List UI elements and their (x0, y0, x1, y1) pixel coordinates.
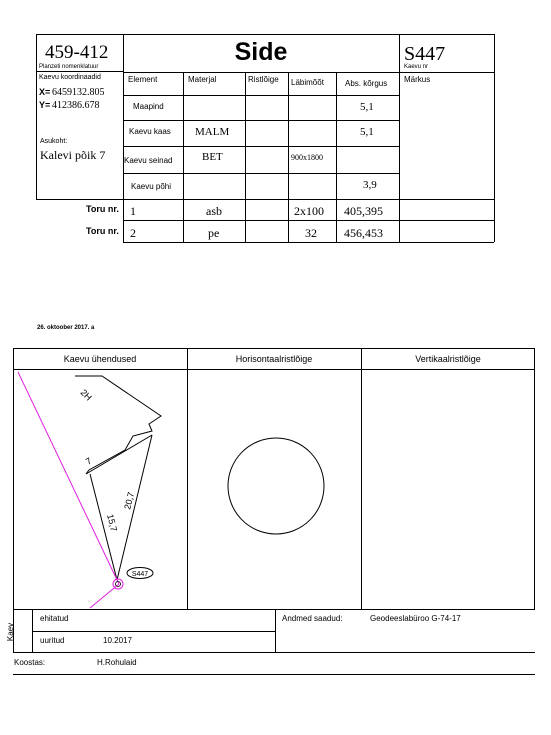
pipe-diameter: 32 (305, 226, 317, 240)
well-label: S447 (131, 571, 149, 578)
nomenclature: 459-412 (45, 42, 109, 63)
row-height: 3,9 (363, 179, 377, 191)
author-value: H.Rohulaid (97, 658, 137, 667)
plan-sketch (14, 370, 187, 609)
row-height: 5,1 (360, 126, 374, 138)
row-material: MALM (195, 126, 230, 138)
coords-caption: Kaevu koordinaadid (39, 74, 101, 81)
well-number-caption: Kaevu nr (404, 64, 429, 70)
surveyed-value: 10.2017 (103, 636, 132, 645)
row-height: 5,1 (360, 101, 374, 113)
pipe-height: 456,453 (344, 226, 383, 240)
data-from-label: Andmed saadud: (282, 614, 343, 623)
building-label: 2H (78, 387, 94, 403)
pipe-material: asb (206, 204, 222, 218)
pipe-label: Toru nr. (86, 204, 119, 214)
side-label: Kaev (6, 622, 16, 642)
vertical-section-title: Vertikaalristlõige (415, 354, 481, 364)
edge-label: 7 (84, 455, 94, 467)
surveyed-label: uuritud (40, 636, 65, 645)
row-diameter: 900x1800 (291, 153, 323, 162)
col-note: Märkus (404, 75, 431, 84)
y-value: 412386.678 (52, 100, 100, 111)
location-caption: Asukoht: (40, 138, 68, 145)
row-element: Maapind (133, 102, 164, 111)
x-value: 6459132.805 (52, 87, 105, 98)
x-label: X= (39, 87, 51, 97)
row-element: Kaevu kaas (129, 127, 171, 136)
pipe-label: Toru nr. (86, 226, 119, 236)
col-material: Materjal (188, 75, 217, 84)
data-from-value: Geodeeslabüroo G-74-17 (370, 614, 461, 623)
date-note: 26. oktoober 2017. a (37, 325, 95, 331)
pipe-line (18, 372, 119, 584)
nomenclature-caption: Planzeti nomenklatuur (39, 64, 99, 70)
edge-label: 15,7 (105, 513, 120, 533)
horizontal-section-drawing (188, 370, 361, 609)
pipe-material: pe (208, 226, 220, 240)
location-value: Kalevi põik 7 (40, 148, 106, 162)
well-number: S447 (404, 43, 446, 65)
well-circle (228, 438, 324, 534)
page-title: Side (234, 38, 288, 66)
author-label: Koostas: (14, 658, 46, 667)
y-label: Y= (39, 100, 51, 110)
pipe-diameter: 2x100 (294, 204, 324, 218)
col-diameter: Läbimõõt (291, 78, 324, 87)
row-element: Kaevu seinad (124, 156, 173, 165)
pipe-no: 1 (130, 204, 136, 218)
marked-label: ehitatud (40, 614, 69, 623)
horizontal-section-title: Horisontaalristlõige (235, 354, 313, 364)
well-marker (113, 579, 123, 589)
col-element: Element (128, 75, 158, 84)
edge-label: 20,7 (122, 491, 137, 511)
col-cross: Ristlõige (248, 75, 279, 84)
plan-title: Kaevu ühendused (63, 354, 137, 364)
row-material: BET (202, 151, 223, 163)
pipe-height: 405,395 (344, 204, 383, 218)
pipe-no: 2 (130, 226, 136, 240)
edge-line (86, 435, 152, 474)
col-height: Abs. kõrgus (345, 79, 388, 88)
row-element: Kaevu põhi (131, 182, 172, 191)
